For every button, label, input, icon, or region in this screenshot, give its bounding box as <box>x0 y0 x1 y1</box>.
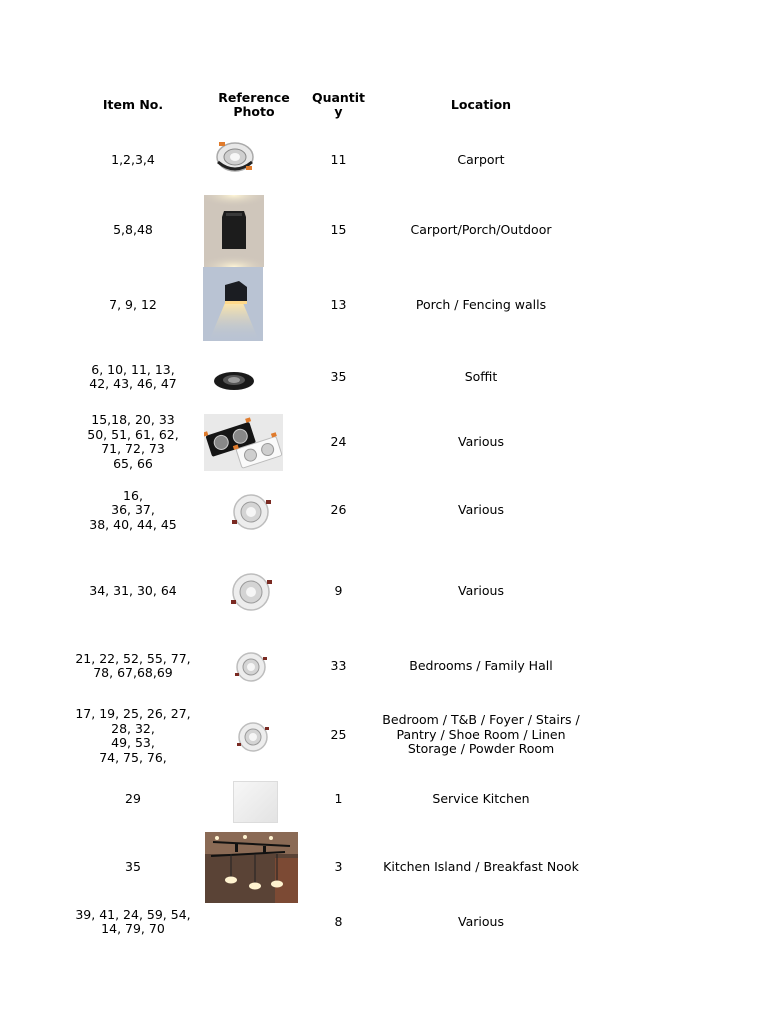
table-row-quantity: 35 <box>330 368 347 384</box>
table-row-item-no: 21, 22, 52, 55, 77, 78, 67,68,69 <box>75 650 191 680</box>
table-row-location: Various <box>458 913 504 929</box>
table-row-quantity: 8 <box>334 913 343 929</box>
square-panel-light-icon <box>233 781 278 823</box>
table-row-quantity: 15 <box>330 221 347 237</box>
table-row-quantity: 33 <box>330 657 347 673</box>
double-spotlight-icon <box>204 414 283 471</box>
header-reference-photo: Reference Photo <box>218 90 290 119</box>
pendant-track-lights-photo-icon <box>205 832 298 903</box>
table-row-location: Porch / Fencing walls <box>415 296 547 312</box>
table-row-location: Various <box>458 501 504 517</box>
table-row-location: Bedroom / T&B / Foyer / Stairs / Pantry / Shoe Room / Linen Storage / Powder Room <box>382 712 580 757</box>
table-row-quantity: 13 <box>330 296 347 312</box>
table-row-quantity: 1 <box>334 790 343 806</box>
table-row-item-no: 6, 10, 11, 13, 42, 43, 46, 47 <box>89 361 177 391</box>
table-row-item-no: 17, 19, 25, 26, 27, 28, 32, 49, 53, 74, 75, 76, <box>75 706 191 765</box>
table-row-location: Bedrooms / Family Hall <box>409 657 553 673</box>
up-down-wall-light-icon <box>204 195 264 267</box>
recessed-spotlight-icon <box>232 718 274 756</box>
table-row-item-no: 1,2,3,4 <box>111 151 155 167</box>
table-row-location: Kitchen Island / Breakfast Nook <box>383 858 579 874</box>
table-row-quantity: 26 <box>330 501 347 517</box>
table-row-quantity: 11 <box>330 151 347 167</box>
recessed-spotlight-icon <box>226 490 276 534</box>
table-row-quantity: 24 <box>330 433 347 449</box>
recessed-downlight-icon <box>212 134 258 178</box>
header-item-no: Item No. <box>102 97 164 112</box>
black-soffit-downlight-icon <box>212 369 256 393</box>
table-row-location: Soffit <box>464 368 498 384</box>
table-row-location: Various <box>458 582 504 598</box>
table-row-location: Various <box>458 433 504 449</box>
recessed-spotlight-icon <box>230 648 272 686</box>
table-row-item-no: 35 <box>125 858 141 874</box>
header-quantity: Quantit y <box>311 90 366 119</box>
table-row-item-no: 39, 41, 24, 59, 54, 14, 79, 70 <box>75 906 191 936</box>
recessed-spotlight-icon <box>225 568 277 616</box>
table-row-location: Service Kitchen <box>432 790 530 806</box>
table-row-location: Carport <box>457 151 505 167</box>
table-row-quantity: 25 <box>330 726 347 742</box>
header-location: Location <box>450 97 512 112</box>
wall-sconce-icon <box>203 267 263 341</box>
table-row-item-no: 16, 36, 37, 38, 40, 44, 45 <box>89 487 177 532</box>
table-row-item-no: 34, 31, 30, 64 <box>89 582 177 598</box>
table-row-location: Carport/Porch/Outdoor <box>410 221 552 237</box>
table-row-quantity: 9 <box>334 582 343 598</box>
table-row-item-no: 15,18, 20, 33 50, 51, 61, 62, 71, 72, 73 65, 66 <box>87 412 179 471</box>
table-row-item-no: 29 <box>125 790 141 806</box>
table-row-quantity: 3 <box>334 858 343 874</box>
table-row-item-no: 5,8,48 <box>113 221 153 237</box>
table-row-item-no: 7, 9, 12 <box>109 296 157 312</box>
